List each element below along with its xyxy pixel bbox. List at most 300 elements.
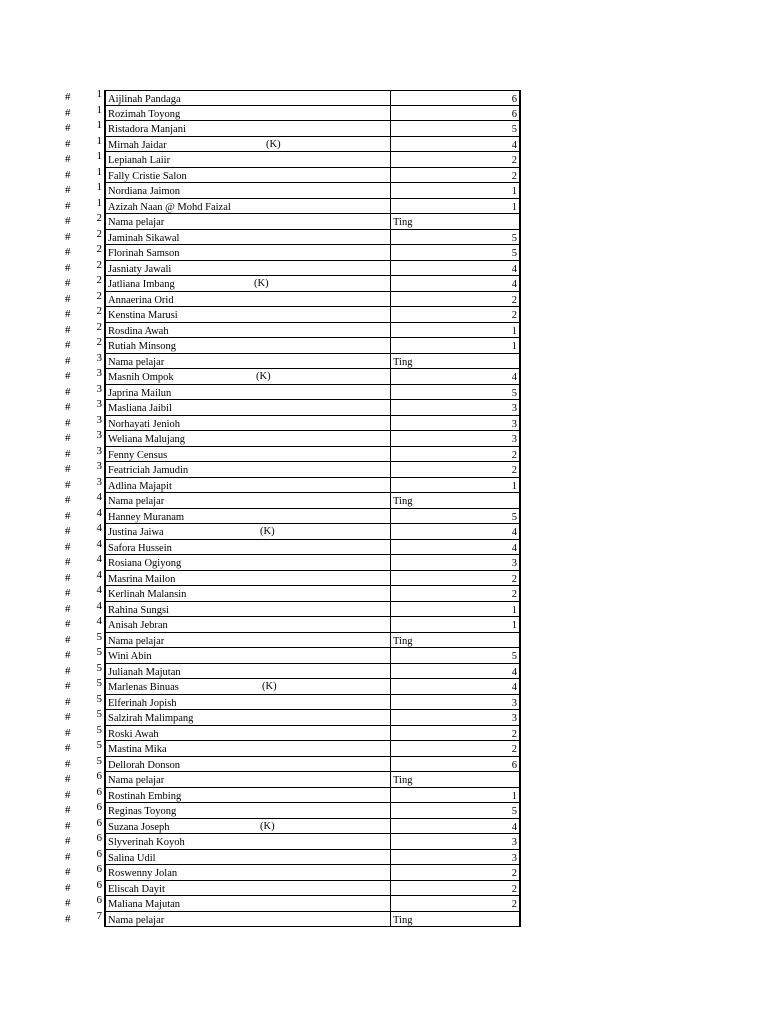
group-number-cell: 4 xyxy=(96,522,102,534)
student-name-text: Kenstina Marusi xyxy=(108,310,178,321)
group-number-cell: 4 xyxy=(96,537,102,550)
student-name-text: Suzana Joseph xyxy=(108,821,170,833)
student-name-cell xyxy=(104,664,390,680)
row-hash-cell: # xyxy=(65,432,71,444)
value-text: 3 xyxy=(511,434,517,445)
value-text: 2 xyxy=(511,465,517,476)
value-cell xyxy=(390,152,521,168)
student-name-text: Maliana Majutan xyxy=(108,899,181,910)
student-name-text: Nordiana Jaimon xyxy=(108,186,181,197)
table-row xyxy=(60,103,530,122)
row-hash-cell: # xyxy=(65,540,71,553)
student-name-cell xyxy=(104,137,390,153)
row-hash-cell: # xyxy=(65,866,71,878)
table-row xyxy=(60,586,530,602)
table-row xyxy=(60,183,530,199)
student-name-text: Azizah Naan @ Mohd Faizal xyxy=(108,201,231,213)
value-cell xyxy=(390,695,521,711)
value-text: 2 xyxy=(511,728,517,740)
group-number-cell: 7 xyxy=(96,909,102,922)
student-name-cell xyxy=(104,106,390,122)
table-row xyxy=(60,289,530,308)
value-cell xyxy=(390,183,521,199)
student-name-text: Ristadora Manjani xyxy=(108,124,186,135)
row-hash-cell: # xyxy=(65,711,71,723)
group-number-cell: 3 xyxy=(96,460,102,472)
value-text: 5 xyxy=(511,387,517,399)
value-cell xyxy=(390,741,521,757)
group-number-cell: 5 xyxy=(96,754,102,767)
value-text: 4 xyxy=(511,372,517,383)
row-hash-cell: # xyxy=(65,385,71,398)
value-cell xyxy=(390,462,521,478)
student-name-text: Nama pelajar xyxy=(108,775,165,786)
student-name-text: Nama pelajar xyxy=(108,496,165,507)
ting-column-header xyxy=(390,772,521,788)
student-name-text: Jatliana Imbang xyxy=(108,279,175,290)
student-name-cell xyxy=(104,850,390,866)
student-name-cell xyxy=(104,865,390,881)
group-number-cell: 5 xyxy=(96,630,102,643)
ting-header-text: Ting xyxy=(393,775,413,786)
student-name-text: Slyverinah Koyoh xyxy=(108,837,185,848)
value-cell xyxy=(390,323,521,339)
name-column-header xyxy=(104,912,390,928)
row-hash-cell: # xyxy=(65,246,71,258)
group-number-cell: 2 xyxy=(96,258,102,271)
table-header-row xyxy=(60,214,530,230)
student-name-cell xyxy=(104,710,390,726)
value-text: 4 xyxy=(511,527,517,538)
student-name-cell xyxy=(104,803,390,819)
table-row xyxy=(60,524,530,540)
table-row xyxy=(60,617,530,633)
student-name-text: Hanney Muranam xyxy=(108,511,185,523)
row-hash-cell: # xyxy=(65,153,71,165)
leader-mark: (K) xyxy=(260,526,275,537)
row-hash-cell: # xyxy=(65,602,71,615)
value-text: 1 xyxy=(511,201,517,213)
group-number-cell: 5 xyxy=(96,723,102,736)
value-text: 3 xyxy=(511,558,517,569)
value-text: 1 xyxy=(511,480,517,492)
ting-header-text: Ting xyxy=(393,356,413,368)
value-text: 5 xyxy=(511,232,517,244)
student-name-text: Fally Cristie Salon xyxy=(108,170,187,182)
student-name-cell xyxy=(104,199,390,215)
student-name-text: Masrina Mailon xyxy=(108,573,176,585)
row-hash-cell: # xyxy=(65,680,71,692)
student-name-cell xyxy=(104,385,390,401)
table-row xyxy=(60,245,530,261)
group-number-cell: 2 xyxy=(96,305,102,317)
student-name-text: Safora Hussein xyxy=(108,542,172,554)
value-cell xyxy=(390,524,521,540)
group-number-cell: 1 xyxy=(96,134,102,147)
value-cell xyxy=(390,602,521,618)
table-header-row xyxy=(60,351,530,370)
group-number-cell: 2 xyxy=(96,243,102,255)
student-name-text: Julianah Majutan xyxy=(108,666,181,678)
value-cell xyxy=(390,245,521,261)
table-row xyxy=(60,121,530,137)
student-name-cell xyxy=(104,881,390,897)
group-number-cell: 5 xyxy=(96,677,102,689)
value-cell xyxy=(390,664,521,680)
group-number-cell: 1 xyxy=(96,150,102,162)
student-name-cell xyxy=(104,757,390,773)
group-number-cell: 3 xyxy=(96,475,102,488)
table-header-row xyxy=(60,630,530,649)
student-name-cell xyxy=(104,183,390,199)
student-name-cell xyxy=(104,447,390,463)
student-name-text: Japrina Mailun xyxy=(108,387,172,399)
student-name-text: Annaerina Orid xyxy=(108,294,174,306)
group-number-cell: 5 xyxy=(96,692,102,705)
row-hash-cell: # xyxy=(65,370,71,382)
value-cell xyxy=(390,307,521,323)
value-text: 3 xyxy=(511,418,517,430)
row-hash-cell: # xyxy=(65,509,71,522)
group-number-cell: 5 xyxy=(96,646,102,658)
student-name-text: Anisah Jebran xyxy=(108,620,168,631)
value-text: 3 xyxy=(511,403,517,414)
row-hash-cell: # xyxy=(65,494,71,506)
row-hash-cell: # xyxy=(65,215,71,227)
student-name-cell xyxy=(104,524,390,540)
value-text: 5 xyxy=(511,511,517,523)
name-column-header xyxy=(104,633,390,649)
ting-column-header xyxy=(390,354,521,370)
table-row xyxy=(60,741,530,757)
student-name-text: Norhayati Jenioh xyxy=(108,418,181,430)
table-row xyxy=(60,803,530,819)
group-number-cell: 4 xyxy=(96,568,102,581)
table-row xyxy=(60,276,530,292)
student-name-text: Rosdina Awah xyxy=(108,325,169,337)
row-hash-cell: # xyxy=(65,587,71,599)
group-number-cell: 3 xyxy=(96,398,102,410)
value-cell xyxy=(390,865,521,881)
value-text: 2 xyxy=(511,294,517,306)
value-cell xyxy=(390,710,521,726)
ting-column-header xyxy=(390,912,521,928)
student-name-text: Rosiana Ogiyong xyxy=(108,558,182,569)
value-cell xyxy=(390,571,521,587)
value-text: 1 xyxy=(511,790,517,802)
row-hash-cell: # xyxy=(65,525,71,537)
row-hash-cell: # xyxy=(65,261,71,274)
student-name-text: Featriciah Jamudin xyxy=(108,465,189,476)
value-text: 4 xyxy=(511,139,517,151)
value-cell xyxy=(390,90,521,106)
group-number-cell: 3 xyxy=(96,351,102,364)
student-name-cell xyxy=(104,695,390,711)
group-number-cell: 5 xyxy=(96,739,102,751)
row-hash-cell: # xyxy=(65,912,71,925)
value-cell xyxy=(390,447,521,463)
student-name-cell xyxy=(104,509,390,525)
row-hash-cell: # xyxy=(65,122,71,134)
value-cell xyxy=(390,400,521,416)
table-header-row xyxy=(60,772,530,788)
group-number-cell: 5 xyxy=(96,708,102,720)
table-row xyxy=(60,258,530,277)
value-cell xyxy=(390,137,521,153)
value-cell xyxy=(390,896,521,912)
value-text: 1 xyxy=(511,325,517,337)
student-name-text: Wini Abin xyxy=(108,651,152,662)
student-name-text: Adlina Majapit xyxy=(108,480,172,492)
value-text: 2 xyxy=(511,868,517,879)
value-cell xyxy=(390,121,521,137)
name-column-header xyxy=(104,214,390,230)
table-row xyxy=(60,896,530,912)
group-number-cell: 5 xyxy=(96,661,102,674)
table-row xyxy=(60,400,530,416)
value-cell xyxy=(390,276,521,292)
leader-mark: (K) xyxy=(254,278,269,289)
value-text: 6 xyxy=(511,108,517,120)
leader-mark: (K) xyxy=(262,681,277,692)
student-name-cell xyxy=(104,431,390,447)
ting-header-text: Ting xyxy=(393,496,413,507)
value-text: 3 xyxy=(511,837,517,848)
group-number-cell: 6 xyxy=(96,770,102,782)
student-name-text: Jasniaty Jawali xyxy=(108,263,172,275)
student-name-text: Salina Udil xyxy=(108,852,156,864)
group-number-cell: 6 xyxy=(96,816,102,829)
student-name-cell xyxy=(104,245,390,261)
ting-header-text: Ting xyxy=(393,914,413,926)
student-name-cell xyxy=(104,369,390,385)
table-row xyxy=(60,227,530,246)
table-row xyxy=(60,878,530,897)
row-hash-cell: # xyxy=(65,695,71,708)
value-cell xyxy=(390,819,521,835)
row-hash-cell: # xyxy=(65,463,71,475)
value-cell xyxy=(390,834,521,850)
group-number-cell: 2 xyxy=(96,289,102,302)
student-name-cell xyxy=(104,555,390,571)
table-row xyxy=(60,165,530,184)
value-cell xyxy=(390,586,521,602)
value-cell xyxy=(390,416,521,432)
group-number-cell: 1 xyxy=(96,181,102,193)
leader-mark: (K) xyxy=(266,138,281,150)
table-row xyxy=(60,431,530,447)
student-name-cell xyxy=(104,261,390,277)
student-name-text: Rozimah Toyong xyxy=(108,108,181,120)
student-name-cell xyxy=(104,819,390,835)
student-name-text: Lepianah Laiir xyxy=(108,155,171,166)
group-number-cell: 6 xyxy=(96,863,102,875)
ting-header-text: Ting xyxy=(393,635,413,647)
table-row xyxy=(60,785,530,804)
student-name-text: Jaminah Sikawal xyxy=(108,232,180,244)
row-hash-cell: # xyxy=(65,804,71,816)
table-row xyxy=(60,462,530,478)
row-hash-cell: # xyxy=(65,447,71,460)
student-name-cell xyxy=(104,462,390,478)
leader-mark: (K) xyxy=(260,820,275,832)
group-number-cell: 4 xyxy=(96,599,102,612)
value-cell xyxy=(390,369,521,385)
group-number-cell: 3 xyxy=(96,429,102,441)
value-text: 4 xyxy=(511,542,517,554)
table-row xyxy=(60,568,530,587)
value-text: 2 xyxy=(511,883,517,895)
group-number-cell: 3 xyxy=(96,367,102,379)
value-text: 5 xyxy=(511,124,517,135)
group-number-cell: 4 xyxy=(96,506,102,519)
value-cell xyxy=(390,292,521,308)
group-number-cell: 4 xyxy=(96,491,102,503)
table-row xyxy=(60,661,530,680)
ting-column-header xyxy=(390,214,521,230)
student-name-text: Marlenas Binuas xyxy=(108,682,179,693)
row-hash-cell: # xyxy=(65,478,71,491)
row-hash-cell: # xyxy=(65,835,71,847)
table-row xyxy=(60,382,530,401)
student-name-text: Justina Jaiwa xyxy=(108,527,164,538)
student-name-text: Florinah Samson xyxy=(108,248,180,259)
student-name-text: Dellorah Donson xyxy=(108,759,181,771)
student-name-cell xyxy=(104,152,390,168)
table-row xyxy=(60,847,530,866)
group-number-cell: 1 xyxy=(96,119,102,131)
row-hash-cell: # xyxy=(65,773,71,785)
value-text: 5 xyxy=(511,248,517,259)
value-cell xyxy=(390,168,521,184)
value-cell xyxy=(390,617,521,633)
value-text: 5 xyxy=(511,651,517,662)
value-cell xyxy=(390,881,521,897)
row-hash-cell: # xyxy=(65,230,71,243)
row-hash-cell: # xyxy=(65,277,71,289)
student-name-cell xyxy=(104,586,390,602)
row-hash-cell: # xyxy=(65,726,71,739)
table-row xyxy=(60,710,530,726)
student-name-text: Roski Awah xyxy=(108,728,159,740)
student-name-text: Rahina Sungsi xyxy=(108,604,169,616)
value-text: 6 xyxy=(511,94,517,105)
table-row xyxy=(60,475,530,494)
value-cell xyxy=(390,555,521,571)
row-hash-cell: # xyxy=(65,106,71,119)
row-hash-cell: # xyxy=(65,354,71,367)
student-name-text: Salzirah Malimpang xyxy=(108,713,194,724)
group-number-cell: 2 xyxy=(96,274,102,286)
name-column-header xyxy=(104,354,390,370)
group-number-cell: 6 xyxy=(96,832,102,844)
table-row xyxy=(60,320,530,339)
student-name-text: Mirnah Jaidar xyxy=(108,139,167,151)
value-text: 2 xyxy=(511,573,517,585)
value-text: 4 xyxy=(511,666,517,678)
student-table xyxy=(60,90,530,927)
row-hash-cell: # xyxy=(65,292,71,305)
value-text: 1 xyxy=(511,604,517,616)
student-name-cell xyxy=(104,571,390,587)
group-number-cell: 4 xyxy=(96,615,102,627)
value-cell xyxy=(390,478,521,494)
value-text: 2 xyxy=(511,744,517,755)
value-cell xyxy=(390,850,521,866)
row-hash-cell: # xyxy=(65,757,71,770)
value-cell xyxy=(390,757,521,773)
student-name-cell xyxy=(104,323,390,339)
value-cell xyxy=(390,385,521,401)
table-row xyxy=(60,648,530,664)
value-cell xyxy=(390,679,521,695)
row-hash-cell: # xyxy=(65,308,71,320)
student-name-text: Rostinah Embing xyxy=(108,790,182,802)
table-row xyxy=(60,816,530,835)
row-hash-cell: # xyxy=(65,137,71,150)
student-name-cell xyxy=(104,896,390,912)
value-text: 4 xyxy=(511,263,517,275)
group-number-cell: 2 xyxy=(96,336,102,348)
row-hash-cell: # xyxy=(65,633,71,646)
value-text: 2 xyxy=(511,310,517,321)
table-header-row xyxy=(60,909,530,928)
value-text: 2 xyxy=(511,589,517,600)
value-text: 1 xyxy=(511,341,517,352)
row-hash-cell: # xyxy=(65,618,71,630)
group-number-cell: 3 xyxy=(96,382,102,395)
value-cell xyxy=(390,803,521,819)
value-cell xyxy=(390,230,521,246)
student-name-text: Nama pelajar xyxy=(108,914,165,926)
row-hash-cell: # xyxy=(65,571,71,584)
table-row xyxy=(60,307,530,323)
value-cell xyxy=(390,788,521,804)
table-header-row xyxy=(60,493,530,509)
group-number-cell: 6 xyxy=(96,801,102,813)
student-name-cell xyxy=(104,679,390,695)
group-number-cell: 1 xyxy=(96,196,102,209)
row-hash-cell: # xyxy=(65,742,71,754)
value-text: 3 xyxy=(511,852,517,864)
student-name-cell xyxy=(104,168,390,184)
row-hash-cell: # xyxy=(65,819,71,832)
ting-column-header xyxy=(390,493,521,509)
student-name-cell xyxy=(104,307,390,323)
value-cell xyxy=(390,261,521,277)
table-row xyxy=(60,723,530,742)
table-row xyxy=(60,834,530,850)
student-name-text: Weliana Malujang xyxy=(108,434,186,445)
group-number-cell: 4 xyxy=(96,553,102,565)
table-row xyxy=(60,865,530,881)
student-name-cell xyxy=(104,338,390,354)
group-number-cell: 2 xyxy=(96,320,102,333)
value-text: 3 xyxy=(511,713,517,724)
group-number-cell: 3 xyxy=(96,444,102,457)
group-number-cell: 6 xyxy=(96,894,102,906)
student-name-cell xyxy=(104,602,390,618)
value-cell xyxy=(390,338,521,354)
student-name-cell xyxy=(104,648,390,664)
row-hash-cell: # xyxy=(65,664,71,677)
student-name-cell xyxy=(104,478,390,494)
row-hash-cell: # xyxy=(65,881,71,894)
row-hash-cell: # xyxy=(65,788,71,801)
table-row xyxy=(60,90,530,106)
row-hash-cell: # xyxy=(65,91,71,103)
group-number-cell: 2 xyxy=(96,212,102,224)
